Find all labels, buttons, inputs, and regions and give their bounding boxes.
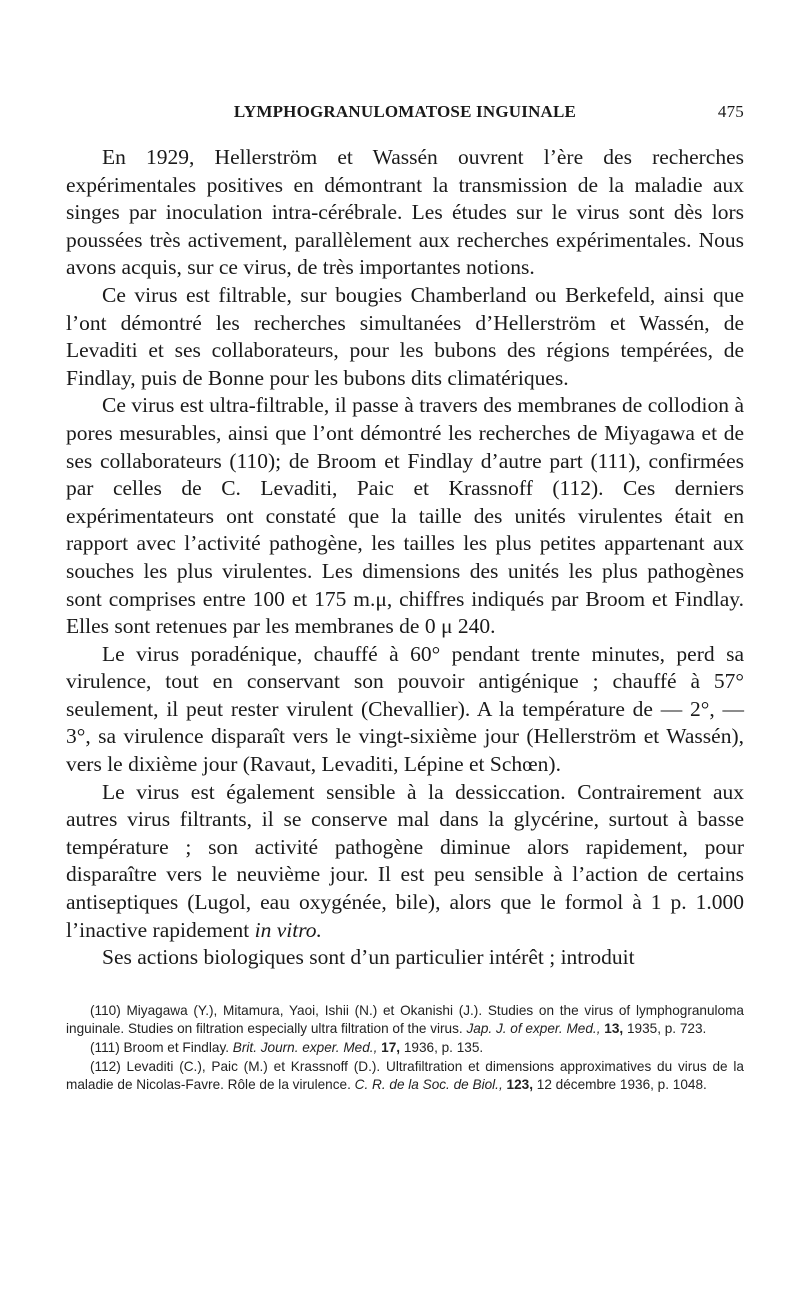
paragraph: Ses actions biologiques sont d’un particulier intérêt ; introduit (102, 945, 635, 970)
footnote-volume: 123, (506, 1077, 533, 1093)
footnote-journal: Jap. J. of exper. Med., (466, 1021, 601, 1037)
footnote (66, 1039, 744, 1058)
footnote-tail: 12 décembre 1936, p. 1048. (536, 1077, 707, 1093)
paragraph: Ce virus est filtrable, sur bougies Chamberland ou Berkefeld, ainsi que l’ont démontré les recherches simultanées d’Hellerström et Wassén, de Levaditi et ses collaborateurs, pour les bubons des régions tempérées, de Findlay, puis de Bonne pour les bubons dits climatériques. (66, 282, 744, 390)
paragraph-text: Le virus est également sensible à la dessiccation. Contrairement aux autres virus filtrants, il se conserve mal dans la glycérine, surtout à basse température ; son activité pathogène diminue alors rapidement, pour disparaître vers le neuvième jour. Il est peu sensible à l’action de certains antiseptiques (Lugol, eau oxygénée, bile), alors que le formol à 1 p. 1.000 l’inactive rapidement (66, 779, 744, 942)
footnote-tail: 1935, p. 723. (626, 1021, 707, 1037)
footnotes (66, 1002, 744, 1095)
footnote-volume: 13, (604, 1021, 624, 1037)
footnote-journal: C. R. de la Soc. de Biol., (354, 1077, 503, 1093)
footnote-text: (110) Miyagawa (Y.), Mitamura, Yaoi, Ishii (N.) et Okanishi (J.). Studies on the virus of lymphogranuloma inguinale. Studies on filtration especially ultra filtration of the virus. (66, 1002, 744, 1037)
paragraph: Le virus poradénique, chauffé à 60° pendant trente minutes, perd sa virulence, tout en conservant son pouvoir antigénique ; chauffé à 57° seulement, il peut rester virulent (Chevallier). A la température de — 2°, — 3°, sa virulence disparaît vers le vingt-sixième jour (Hellerström et Wassén), vers le dixième jour (Ravaut, Levaditi, Lépine et Schœn). (66, 641, 744, 777)
footnote-text: (112) Levaditi (C.), Paic (M.) et Krassnoff (D.). Ultrafiltration et dimensions approximatives du virus de la maladie de Nicolas-Favre. Rôle de la virulence. (66, 1058, 744, 1093)
footnote (66, 1058, 744, 1095)
italic-term: in vitro. (254, 917, 322, 942)
paragraph: En 1929, Hellerström et Wassén ouvrent l’ère des recherches expérimentales positives en démontrant la transmission de la maladie aux singes par inoculation intra-cérébrale. Les études sur le virus sont dès lors poussées très activement, parallèlement aux recherches expérimentales. Nous avons acquis, sur ce virus, de très importantes notions. (66, 145, 744, 280)
paragraph: Ce virus est ultra-filtrable, il passe à travers des membranes de collodion à pores mesurables, ainsi que l’ont démontré les recherches de Miyagawa et de ses collaborateurs (110); de Broom et Findlay d’autre part (111), confirmées par celles de C. Levaditi, Paic et Krassnoff (112). Ces derniers expérimentateurs ont constaté que la taille des unités virulentes était en rapport avec l’activité pathogène, les tailles les plus petites appartenant aux souches les plus virulentes. Les dimensions des unités les plus pathogènes sont comprises entre 100 et 175 m.μ, chiffres indiqués par Broom et Findlay. Elles sont retenues par les membranes de 0 μ 240. (66, 393, 744, 639)
footnote (66, 1002, 744, 1039)
footnote-volume: 17, (381, 1040, 401, 1055)
paragraph (66, 779, 744, 945)
page-number: 475 (717, 102, 744, 121)
footnote-text: (111) Broom et Findlay. (90, 1040, 230, 1055)
body-text (66, 144, 744, 972)
running-head (66, 96, 744, 130)
footnote-journal: Brit. Journ. exper. Med., (232, 1040, 378, 1055)
running-title: LYMPHOGRANULOMATOSE INGUINALE (233, 102, 577, 121)
book-page (66, 96, 744, 1095)
footnote-tail: 1936, p. 135. (403, 1040, 484, 1055)
